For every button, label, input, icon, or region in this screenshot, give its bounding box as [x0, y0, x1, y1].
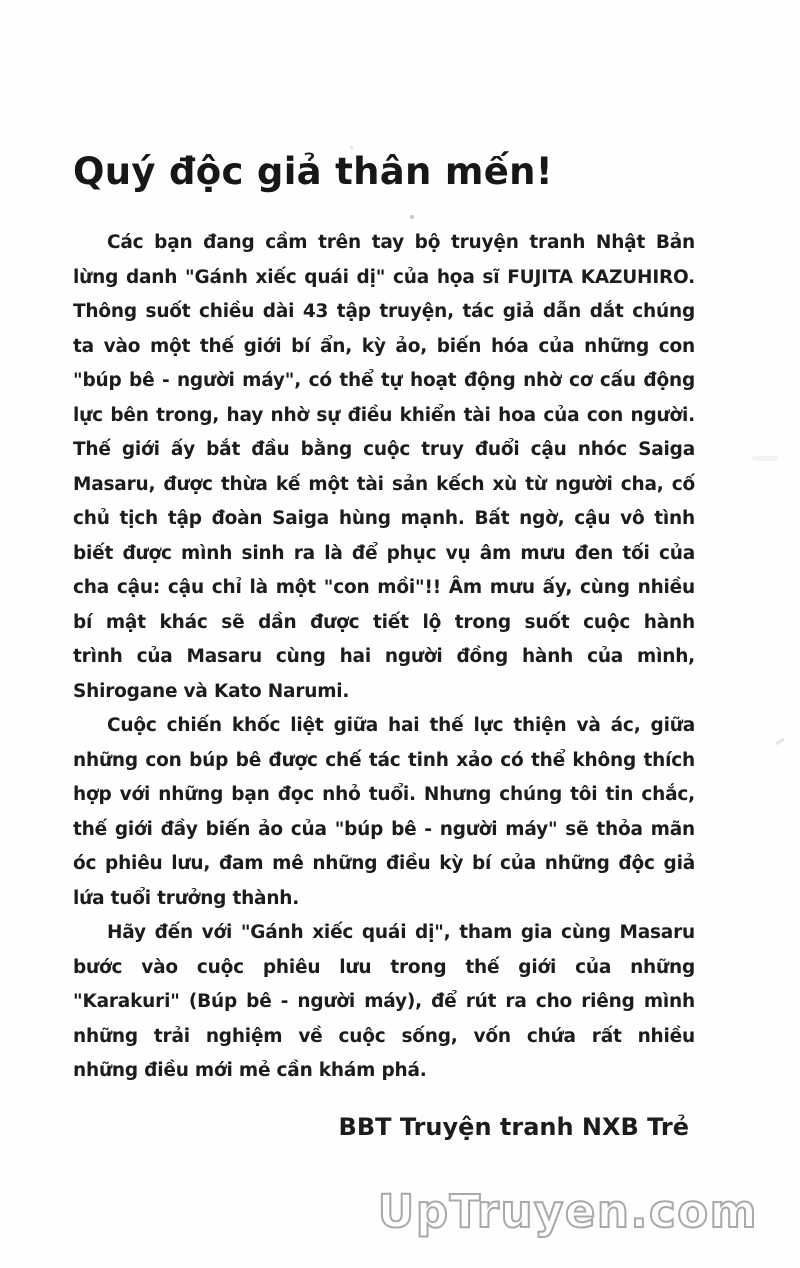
scan-speck — [775, 738, 785, 746]
watermark: UpTruyen.com — [377, 1185, 758, 1238]
text-line: ta vào một thế giới bí ẩn, kỳ ảo, biến hóa của những con — [73, 335, 695, 357]
paragraph — [73, 916, 695, 1089]
scan-speck — [752, 456, 778, 461]
text-line: hợp với những bạn đọc nhỏ tuổi. Nhưng chúng tôi tin chắc, — [73, 784, 695, 806]
text-line: biết được mình sinh ra là để phục vụ âm mưu đen tối của — [73, 542, 695, 564]
text-line: Thế giới ấy bắt đầu bằng cuộc truy đuổi cậu nhóc Saiga — [73, 439, 695, 461]
scan-speck — [410, 215, 414, 219]
text-line: những điều mới mẻ cần khám phá. — [73, 1060, 427, 1082]
paragraph — [73, 709, 695, 916]
text-line: những con búp bê được chế tác tinh xảo có thể không thích — [73, 749, 695, 771]
text-line: Hãy đến với "Gánh xiếc quái dị", tham gia cùng Masaru — [107, 922, 695, 944]
text-line: cha cậu: cậu chỉ là một "con mồi"!! Âm mưu ấy, cùng nhiều — [73, 577, 695, 599]
text-line: trình của Masaru cùng hai người đồng hành của mình, — [73, 646, 695, 668]
paragraph — [73, 226, 695, 709]
text-line: Thông suốt chiều dài 43 tập truyện, tác giả dẫn dắt chúng — [73, 301, 695, 323]
text-line: Các bạn đang cầm trên tay bộ truyện tranh Nhật Bản — [107, 232, 695, 254]
text-line: những trải nghiệm về cuộc sống, vốn chứa rất nhiều — [73, 1025, 695, 1047]
page-title: Quý độc giả thân mến! — [73, 150, 553, 193]
text-line: "Karakuri" (Búp bê - người máy), để rút ra cho riêng mình — [73, 991, 695, 1013]
body-text — [73, 226, 695, 1089]
text-line: bước vào cuộc phiêu lưu trong thế giới của những — [73, 956, 695, 978]
text-line: Shirogane và Kato Narumi. — [73, 680, 350, 702]
text-line: bí mật khác sẽ dần được tiết lộ trong suốt cuộc hành — [73, 611, 695, 633]
signature: BBT Truyện tranh NXB Trẻ — [338, 1112, 689, 1141]
text-line: óc phiêu lưu, đam mê những điều kỳ bí của những độc giả — [73, 853, 695, 875]
text-line: "búp bê - người máy", có thể tự hoạt động nhờ cơ cấu động — [73, 370, 695, 392]
text-line: lứa tuổi trưởng thành. — [73, 887, 300, 909]
text-line: lừng danh "Gánh xiếc quái dị" của họa sĩ FUJITA KAZUHIRO. — [73, 266, 695, 288]
text-line: Cuộc chiến khốc liệt giữa hai thế lực thiện và ác, giữa — [107, 715, 695, 737]
text-line: thế giới đầy biến ảo của "búp bê - người máy" sẽ thỏa mãn — [73, 818, 695, 840]
scan-speck — [350, 146, 353, 149]
text-line: lực bên trong, hay nhờ sự điều khiển tài hoa của con người. — [73, 404, 695, 426]
page-content — [73, 150, 695, 1141]
text-line: chủ tịch tập đoàn Saiga hùng mạnh. Bất ngờ, cậu vô tình — [73, 508, 695, 530]
text-line: Masaru, được thừa kế một tài sản kếch xù từ người cha, cố — [73, 473, 695, 495]
